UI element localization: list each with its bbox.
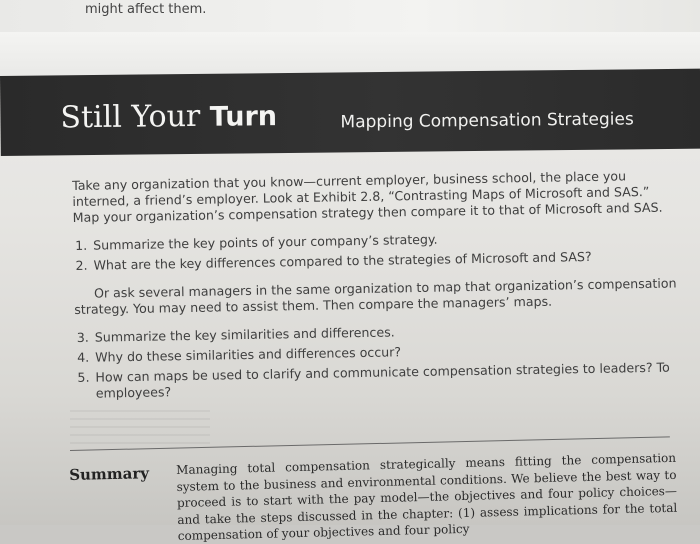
item-text: What are the key differences compared to the strategies of Microsoft and SAS? bbox=[93, 248, 592, 273]
banner-title bbox=[60, 98, 277, 135]
question-list-a bbox=[73, 227, 679, 274]
item-text: Summarize the key similarities and differences. bbox=[94, 324, 395, 345]
item-text: Summarize the key points of your company’s strategy. bbox=[93, 231, 438, 253]
section-banner bbox=[0, 69, 700, 156]
summary-heading: Summary bbox=[69, 464, 150, 484]
previous-text-fragment: might affect them. bbox=[85, 2, 207, 17]
item-number: 1. bbox=[75, 237, 88, 253]
question-list-b bbox=[75, 319, 681, 402]
item-number: 4. bbox=[77, 349, 90, 365]
item-number: 5. bbox=[77, 369, 90, 385]
intro-paragraph: Take any organization that you know—current employer, business school, the place you interned, a friend’s employer. Look at Exhibit 2.8, “Contrasting Maps of Microsoft and SAS.” Map your organization’s compensation strategy then compare it to that of Microsoft and SAS. bbox=[72, 168, 663, 225]
banner-subtitle: Mapping Compensation Strategies bbox=[340, 109, 634, 133]
exercise-body bbox=[72, 167, 681, 406]
list-item bbox=[75, 359, 680, 402]
previous-section-strip bbox=[0, 0, 700, 32]
alternative-paragraph: Or ask several managers in the same organization to map that organization’s compensation strategy. You may need to assist them. Then compare the managers’ maps. bbox=[74, 275, 677, 317]
summary-paragraph: Managing total compensation strategically means fitting the compensation system to the business and environmental conditions. We believe the best way to proceed is to start with the pay model—the objectives and four policy choices—and take the steps discussed in the chapter: (1) assess implications for the total compensation of your objectives and four policy bbox=[176, 450, 678, 543]
banner-title-bold: Turn bbox=[209, 101, 278, 133]
banner-title-prefix: Still Your bbox=[60, 98, 211, 136]
item-number: 2. bbox=[75, 257, 88, 273]
show-through-text bbox=[70, 410, 210, 450]
item-number: 3. bbox=[76, 329, 89, 345]
item-text: Why do these similarities and differences occur? bbox=[94, 344, 402, 365]
item-text: How can maps be used to clarify and communicate compensation strategies to leaders? To employees? bbox=[95, 359, 670, 401]
